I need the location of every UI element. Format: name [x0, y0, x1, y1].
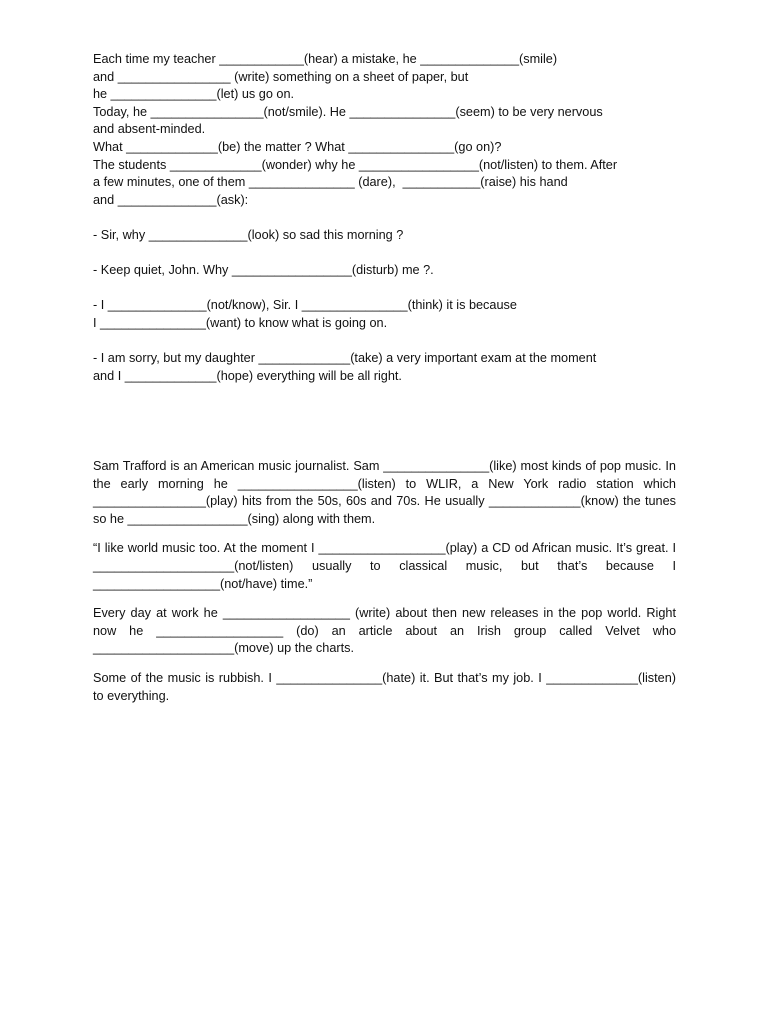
exercise-line: Today, he ________________(not/smile). He _______________(seem) to be very nervous	[93, 104, 603, 119]
dialogue-line: I _______________(want) to know what is going on.	[93, 315, 388, 330]
exercise-line: Each time my teacher ____________(hear) a mistake, he ______________(smile)	[93, 52, 558, 66]
exercise-line: and ______________(ask):	[93, 192, 249, 207]
blank-line	[93, 280, 676, 298]
exercise-paragraph: Sam Trafford is an American music journalist. Sam _______________(like) most kinds of pop music. In the early morning he _________________(listen) to WLIR, a New York radio station which ________________(play) hits from the 50s, 60s and 70s. He usually _____________(know) the tunes so he _________________(sing) along with them.	[93, 459, 676, 526]
exercise-line: a few minutes, one of them _______________ (dare), ___________(raise) his hand	[93, 175, 568, 190]
exercise-line: What _____________(be) the matter ? What _______________(go on)?	[93, 139, 502, 154]
blank-line	[93, 209, 676, 227]
dialogue-line: - Sir, why ______________(look) so sad this morning ?	[93, 227, 404, 242]
dialogue-line: and I _____________(hope) everything will be all right.	[93, 368, 402, 383]
exercise-line: and ________________ (write) something on a sheet of paper, but	[93, 69, 469, 84]
exercise-paragraph: Some of the music is rubbish. I _______________(hate) it. But that’s my job. I _____________(listen) to everything.	[93, 670, 676, 703]
exercise-paragraph: “I like world music too. At the moment I __________________(play) a CD od African music. It’s great. I ____________________(not/listen) usually to classical music, but that’s because I __________________(not/have) time.”	[93, 541, 676, 591]
music-journalist-exercise	[93, 458, 676, 705]
teacher-story-exercise	[93, 51, 676, 385]
exercise-paragraph: Every day at work he __________________ (write) about then new releases in the pop world. Right now he __________________ (do) an article about an Irish group called Velvet who ____________________(move) up the charts.	[93, 606, 676, 656]
dialogue-line: - Keep quiet, John. Why _________________(disturb) me ?.	[93, 263, 434, 278]
dialogue-line: - I am sorry, but my daughter _____________(take) a very important exam at the moment	[93, 351, 597, 366]
exercise-line: The students _____________(wonder) why he _________________(not/listen) to them. After	[93, 157, 618, 172]
blank-line	[93, 245, 676, 263]
blank-line	[93, 333, 676, 351]
dialogue-line: - I ______________(not/know), Sir. I _______________(think) it is because	[93, 298, 517, 313]
exercise-line: he _______________(let) us go on.	[93, 87, 295, 102]
exercise-line: and absent-minded.	[93, 122, 206, 137]
